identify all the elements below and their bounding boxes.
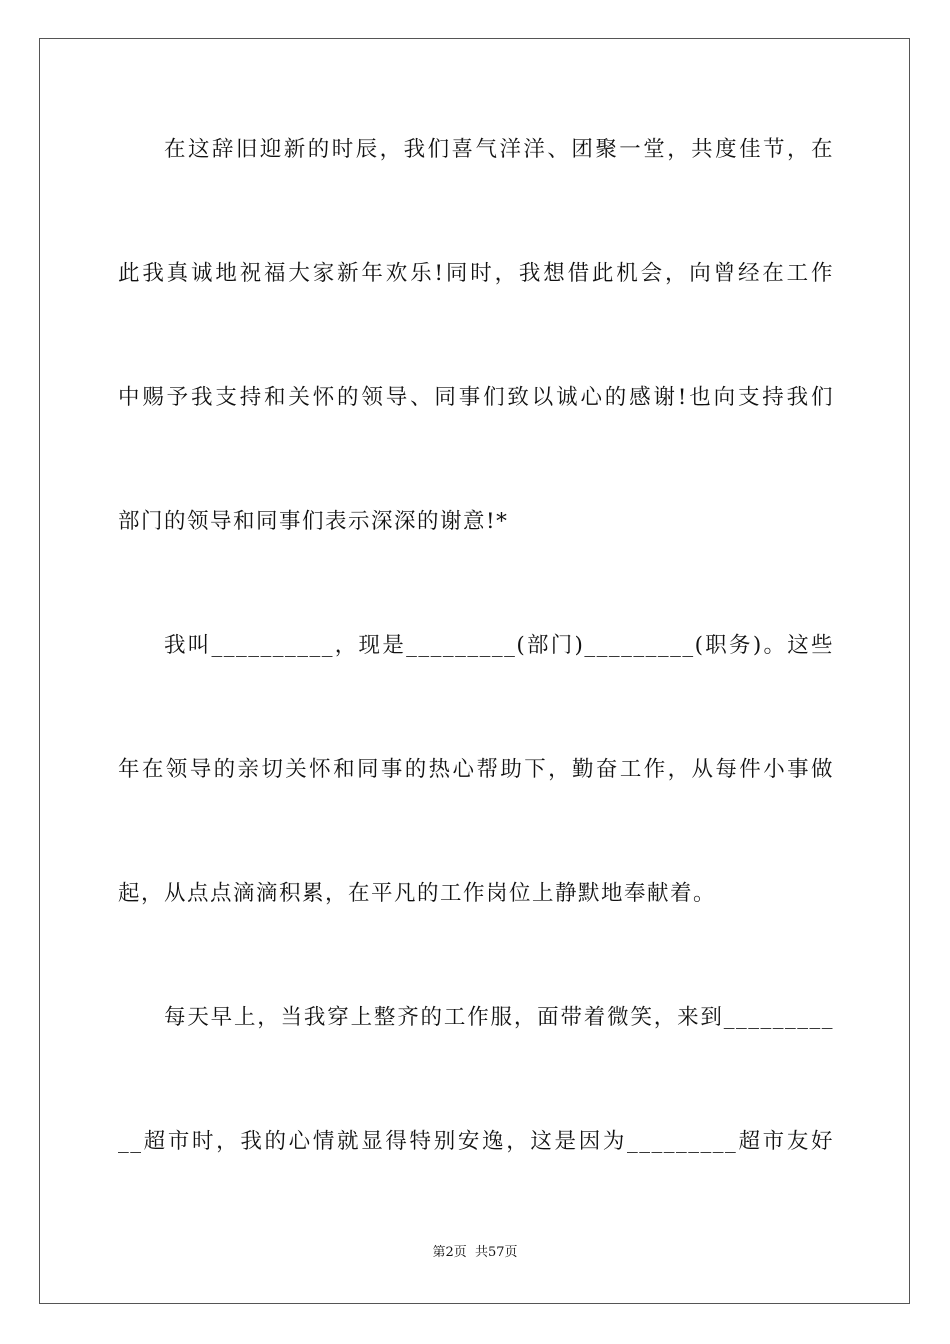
text-line-9: __超市时，我的心情就显得特别安逸，这是因为_________超市友好 xyxy=(118,1129,834,1154)
text-line-3: 中赐予我支持和关怀的领导、同事们致以诚心的感谢!也向支持我们 xyxy=(118,385,834,410)
page-number: 第2页 xyxy=(432,1245,467,1260)
page-total: 共57页 xyxy=(474,1245,518,1260)
text-line-2: 此我真诚地祝福大家新年欢乐!同时，我想借此机会，向曾经在工作 xyxy=(118,261,834,286)
page-footer xyxy=(0,1244,950,1262)
text-line-5: 我叫__________，现是_________(部门)_________(职务)。这些 xyxy=(164,633,834,658)
text-line-6: 年在领导的亲切关怀和同事的热心帮助下，勤奋工作，从每件小事做 xyxy=(118,757,834,782)
text-line-4: 部门的领导和同事们表示深深的谢意!* xyxy=(118,509,509,534)
text-line-7: 起，从点点滴滴积累，在平凡的工作岗位上静默地奉献着。 xyxy=(118,881,717,906)
text-line-8: 每天早上，当我穿上整齐的工作服，面带着微笑，来到_________ xyxy=(164,1005,834,1030)
page-border xyxy=(39,38,910,1304)
text-line-1: 在这辞旧迎新的时辰，我们喜气洋洋、团聚一堂，共度佳节，在 xyxy=(164,137,834,162)
